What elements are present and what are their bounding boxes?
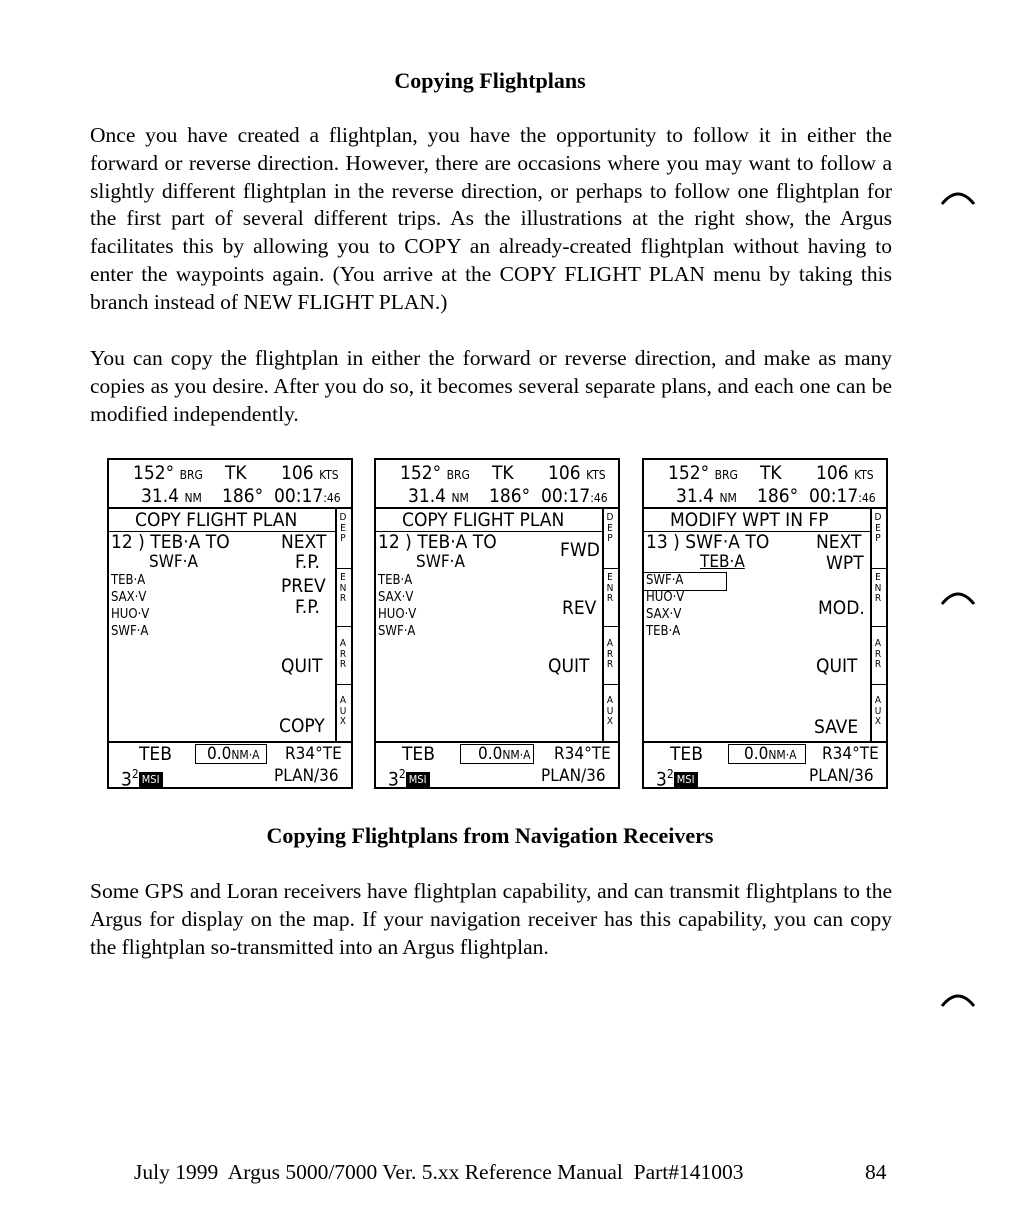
- page-footer: July 1999 Argus 5000/7000 Ver. 5.xx Reference Manual Part#141003: [134, 1160, 744, 1184]
- waypoint-item[interactable]: SAX·V: [111, 590, 147, 605]
- section-heading: Copying Flightplans: [394, 68, 586, 93]
- msi-badge: MSI: [406, 772, 430, 787]
- waypoint-item-selected[interactable]: SWF·A: [646, 573, 684, 588]
- save-button[interactable]: SAVE: [814, 716, 859, 738]
- receivers-paragraph: Some GPS and Loran receivers have flightplan capability, and can transmit flightplans to the Argus for display on the map. If your navigation receiver has this capability, you can copy the flightplan so-transmitted into an Argus flightplan.: [90, 879, 892, 959]
- prev-fp-button[interactable]: PREV: [281, 575, 326, 597]
- lcd-screen-copy-direction: 152° BRG TK 106 KTS 31.4 NM 186° 00:17:46 COPY FLIGHT PLAN 12 ) TEB·A TO SWF·A TEB·A SAX·V HUO·V SWF·A FWD REV QUIT D E P E N R A R R A U X TEB 0.0NM·A R34°TE $3^2$ MSI PLAN/36: [374, 458, 620, 789]
- binder-mark-icon: [940, 990, 976, 1010]
- quit-button[interactable]: QUIT: [548, 655, 590, 677]
- menu-title: COPY FLIGHT PLAN: [135, 509, 298, 531]
- copy-paragraph: You can copy the flightplan in either the forward or reverse direction, and make as many copies as you desire. After you do so, it becomes several separate plans, and each one can be modified independently.: [90, 346, 892, 426]
- section-heading: Copying Flightplans from Navigation Receivers: [266, 823, 714, 848]
- waypoint-item[interactable]: TEB·A: [111, 573, 146, 588]
- leg-label: 12 ) TEB·A TO: [111, 531, 230, 553]
- waypoint-item[interactable]: HUO·V: [646, 590, 685, 605]
- msi-badge: MSI: [674, 772, 698, 787]
- waypoint-item[interactable]: SWF·A: [111, 624, 149, 639]
- page-number: 84: [865, 1160, 887, 1184]
- intro-paragraph: Once you have created a flightplan, you have the opportunity to follow it in either the forward or reverse direction. However, there are occasions where you may want to follow a slightly different flightplan in the reverse direction, or perhaps to follow one flightplan for the first part of several different trips. As the illustrations at the right show, the Argus facilitates this by allowing you to COPY an already-created flightplan without having to enter the waypoints again. (You arrive at the COPY FLIGHT PLAN menu by taking this branch instead of NEW FLIGHT PLAN.): [90, 123, 892, 314]
- leg-label: 13 ) SWF·A TO: [646, 531, 770, 553]
- waypoint-item[interactable]: SWF·A: [378, 624, 416, 639]
- reverse-button[interactable]: REV: [562, 597, 597, 619]
- copy-button[interactable]: COPY: [279, 715, 325, 737]
- binder-mark-icon: [940, 188, 976, 208]
- msi-badge: MSI: [139, 772, 163, 787]
- waypoint-item[interactable]: TEB·A: [378, 573, 413, 588]
- lcd-screen-modify-wpt: 152° BRG TK 106 KTS 31.4 NM 186° 00:17:46 MODIFY WPT IN FP 13 ) SWF·A TO TEB·A SWF·A HUO·V SAX·V TEB·A NEXT WPT MOD. QUIT SAVE D E P E N R A R R A U X TEB 0.0NM·A R34°TE $3^2$ MSI PLAN/36: [642, 458, 888, 789]
- quit-button[interactable]: QUIT: [816, 655, 858, 677]
- forward-button[interactable]: FWD: [560, 539, 600, 561]
- waypoint-item[interactable]: SAX·V: [646, 607, 682, 622]
- next-fp-button[interactable]: NEXT: [281, 531, 327, 553]
- menu-title: COPY FLIGHT PLAN: [402, 509, 565, 531]
- lcd-screen-copy-next: 152° BRG TK 106 KTS 31.4 NM 186° 00:17:46 COPY FLIGHT PLAN 12 ) TEB·A TO SWF·A TEB·A SAX·V HUO·V SWF·A NEXT F.P. PREV F.P. QUIT COPY D E P E N R A R R A U X TEB 0.0NM·A R34°TE $3^2$ MSI PLAN/36: [107, 458, 353, 789]
- modify-button[interactable]: MOD.: [818, 597, 865, 619]
- leg-label: 12 ) TEB·A TO: [378, 531, 497, 553]
- waypoint-item[interactable]: TEB·A: [646, 624, 681, 639]
- quit-button[interactable]: QUIT: [281, 655, 323, 677]
- waypoint-item[interactable]: HUO·V: [378, 607, 417, 622]
- next-wpt-button[interactable]: NEXT: [816, 531, 862, 553]
- binder-mark-icon: [940, 588, 976, 608]
- brg-value: 152°: [133, 462, 175, 484]
- menu-title: MODIFY WPT IN FP: [670, 509, 829, 531]
- waypoint-item[interactable]: SAX·V: [378, 590, 414, 605]
- waypoint-item[interactable]: HUO·V: [111, 607, 150, 622]
